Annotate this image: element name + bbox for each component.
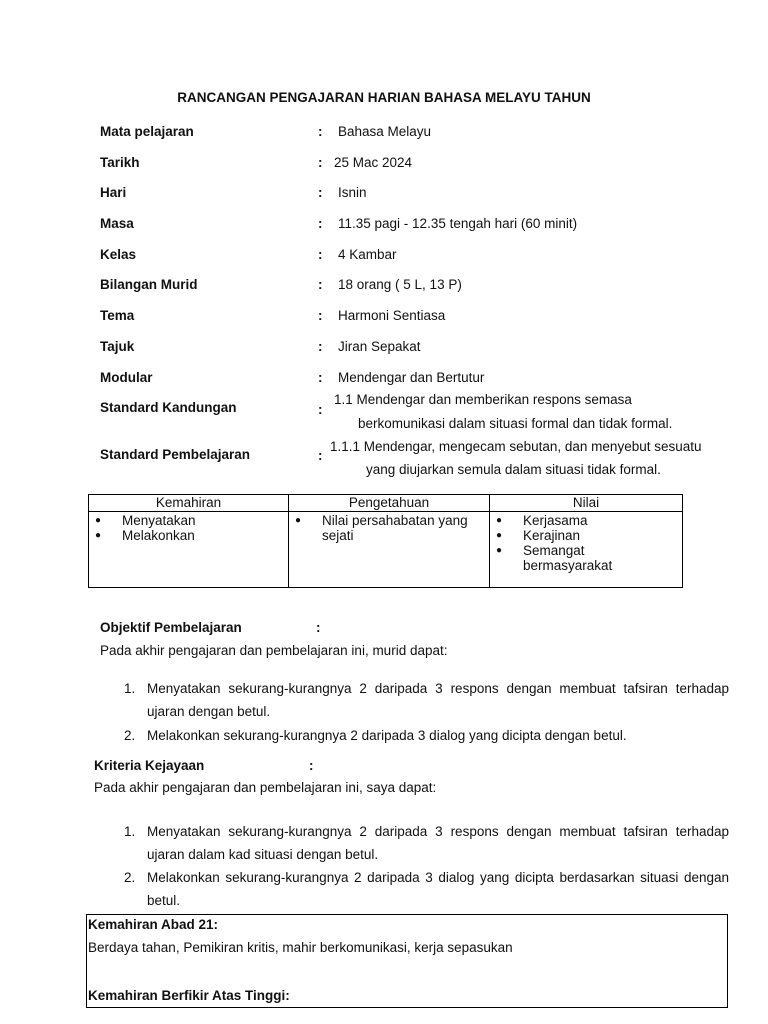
kemahiran-box <box>86 914 728 1008</box>
skills-table <box>88 494 683 588</box>
standard-kandungan-colon: : <box>318 402 323 417</box>
skills-table-row <box>89 512 683 588</box>
list-number: 1. <box>124 681 136 696</box>
skills-table-header-row <box>89 495 683 512</box>
list-item: Menyatakan sekurang-kurangnya 2 daripada 3 respons dengan membuat tafsiran terhadap ujaran dengan betul. <box>147 681 729 719</box>
kriteria-label: Kriteria Kejayaan <box>94 758 205 773</box>
info-colon: : <box>318 370 323 385</box>
objektif-label: Objektif Pembelajaran <box>100 620 242 635</box>
list-number: 2. <box>124 870 136 885</box>
objektif-intro: Pada akhir pengajaran dan pembelajaran ini, murid dapat: <box>100 643 448 658</box>
kemahiran-cell <box>89 512 289 588</box>
info-label-hari: Hari <box>100 185 127 200</box>
kriteria-colon: : <box>309 758 314 773</box>
pengetahuan-cell <box>289 512 490 588</box>
info-label-masa: Masa <box>100 216 134 231</box>
abad21-label: Kemahiran Abad 21: <box>88 917 219 932</box>
list-item: ● Kerajinan <box>490 528 682 543</box>
kriteria-item-1 <box>124 820 729 866</box>
list-number: 2. <box>124 728 136 743</box>
info-label-tema: Tema <box>100 308 135 323</box>
info-value-bilangan-murid: 18 orang ( 5 L, 13 P) <box>338 277 462 292</box>
abad21-text: Berdaya tahan, Pemikiran kritis, mahir berkomunikasi, kerja sepasukan <box>88 940 513 955</box>
objektif-item-1 <box>124 677 729 723</box>
info-label-bilangan-murid: Bilangan Murid <box>100 277 198 292</box>
kriteria-item-2 <box>124 866 729 912</box>
nilai-cell <box>490 512 683 588</box>
list-item: ● Semangat bermasyarakat <box>490 543 682 573</box>
info-colon: : <box>318 185 323 200</box>
info-colon: : <box>318 308 323 323</box>
list-item: Menyatakan sekurang-kurangnya 2 daripada 3 respons dengan membuat tafsiran terhadap ujaran dalam kad situasi dengan betul. <box>147 824 729 862</box>
info-colon: : <box>318 339 323 354</box>
info-value-mata-pelajaran: Bahasa Melayu <box>338 124 432 139</box>
document-title: RANCANGAN PENGAJARAN HARIAN BAHASA MELAYU TAHUN <box>177 90 591 105</box>
standard-pembelajaran-colon: : <box>318 448 323 463</box>
kbat-label: Kemahiran Berfikir Atas Tinggi: <box>88 988 290 1003</box>
info-value-kelas: 4 Kambar <box>338 247 397 262</box>
list-number: 1. <box>124 824 136 839</box>
list-item: Melakonkan sekurang-kurangnya 2 daripada 3 dialog yang dicipta dengan betul. <box>147 728 627 743</box>
standard-pembelajaran-line1: 1.1.1 Mendengar, mengecam sebutan, dan menyebut sesuatu <box>330 439 702 454</box>
info-colon: : <box>318 216 323 231</box>
info-label-tajuk: Tajuk <box>100 339 135 354</box>
info-value-masa: 11.35 pagi - 12.35 tengah hari (60 minit) <box>338 216 578 231</box>
info-label-kelas: Kelas <box>100 247 137 262</box>
list-item: ● Nilai persahabatan yang sejati <box>289 513 489 543</box>
info-colon: : <box>318 277 323 292</box>
info-label-tarikh: Tarikh <box>100 155 140 170</box>
info-label-modular: Modular <box>100 370 153 385</box>
standard-kandungan-line2: berkomunikasi dalam situasi formal dan tidak formal. <box>358 416 673 431</box>
info-value-tema: Harmoni Sentiasa <box>338 308 446 323</box>
info-value-hari: Isnin <box>338 185 367 200</box>
standard-pembelajaran-line2: yang diujarkan semula dalam situasi tidak formal. <box>366 462 661 477</box>
list-item: ● Menyatakan <box>89 513 288 528</box>
standard-kandungan-line1: 1.1 Mendengar dan memberikan respons semasa <box>334 392 632 407</box>
list-item: ● Kerjasama <box>490 513 682 528</box>
list-item: ● Melakonkan <box>89 528 288 543</box>
info-colon: : <box>318 124 323 139</box>
standard-pembelajaran-label: Standard Pembelajaran <box>100 447 251 462</box>
info-value-modular: Mendengar dan Bertutur <box>338 370 485 385</box>
header-pengetahuan: Pengetahuan <box>289 495 490 512</box>
info-value-tajuk: Jiran Sepakat <box>338 339 421 354</box>
standard-kandungan-label: Standard Kandungan <box>100 400 237 415</box>
info-value-tarikh: 25 Mac 2024 <box>334 155 413 170</box>
info-colon: : <box>318 247 323 262</box>
info-label-mata-pelajaran: Mata pelajaran <box>100 124 194 139</box>
objektif-colon: : <box>316 620 321 635</box>
header-nilai: Nilai <box>490 495 683 512</box>
objektif-item-2 <box>124 724 729 747</box>
kriteria-intro: Pada akhir pengajaran dan pembelajaran ini, saya dapat: <box>94 780 437 795</box>
list-item: Melakonkan sekurang-kurangnya 2 daripada 3 dialog yang dicipta berdasarkan situasi dengan betul. <box>147 870 729 908</box>
header-kemahiran: Kemahiran <box>89 495 289 512</box>
info-colon: : <box>318 155 323 170</box>
